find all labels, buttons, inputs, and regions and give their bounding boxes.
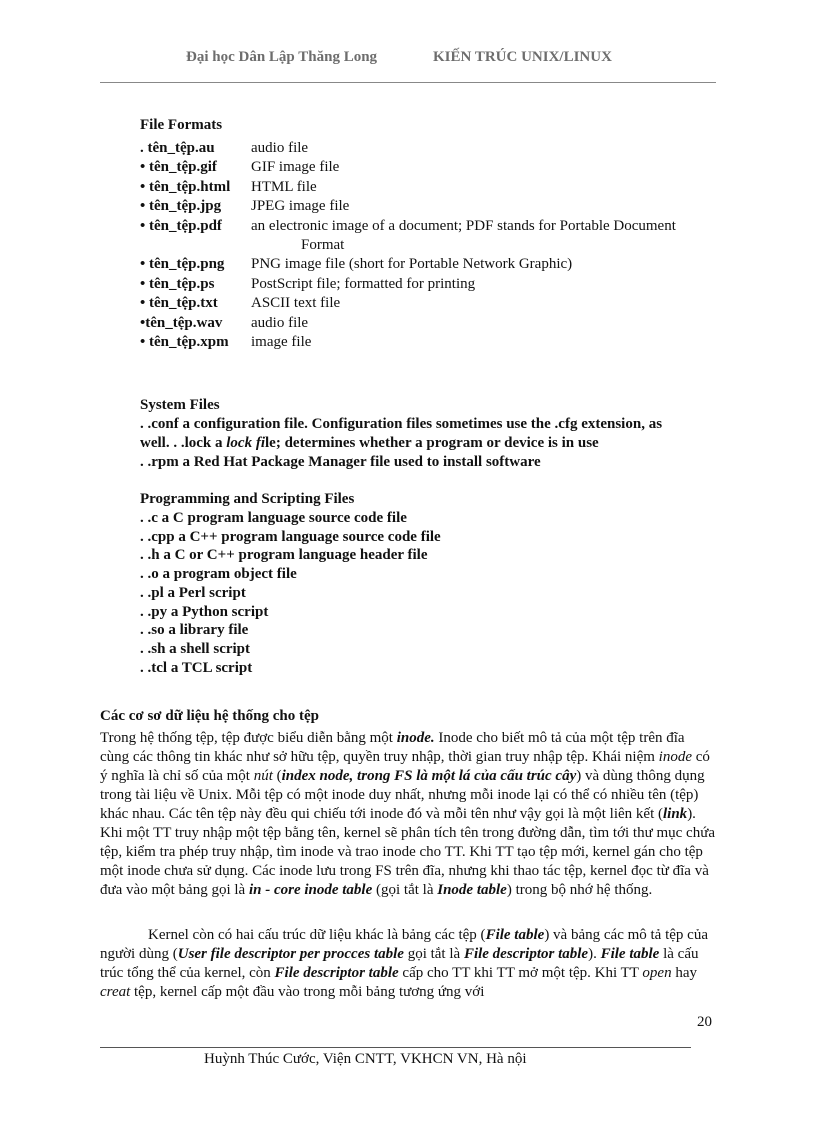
file-ext: •tên_tệp.wav xyxy=(140,314,223,331)
system-files-section xyxy=(140,396,662,472)
file-ext: • tên_tệp.xpm xyxy=(140,333,229,350)
file-ext: • tên_tệp.pdf xyxy=(140,217,222,234)
emphasis: in - core inode table xyxy=(248,882,373,898)
file-desc: audio file xyxy=(251,314,309,331)
list-item: . .so a library file xyxy=(140,622,249,639)
emphasis: File table xyxy=(600,946,660,962)
programming-files-section xyxy=(140,490,441,677)
file-desc: PNG image file (short for Portable Network Graphic) xyxy=(251,256,573,273)
file-ext: • tên_tệp.ps xyxy=(140,275,215,292)
file-formats-title: File Formats xyxy=(140,117,223,133)
list-item: . .pl a Perl script xyxy=(140,584,246,601)
file-desc: image file xyxy=(251,333,312,350)
emphasis: nút xyxy=(253,768,273,784)
emphasis: File table xyxy=(485,927,545,943)
programming-files-title: Programming and Scripting Files xyxy=(140,491,355,507)
file-ext: • tên_tệp.html xyxy=(140,178,231,195)
list-item xyxy=(140,333,312,352)
section-heading: Các cơ sơ dữ liệu hệ thống cho tệp xyxy=(100,708,319,724)
file-desc: HTML file xyxy=(251,178,317,195)
list-item: well. . .lock a lock file; determines whether a program or device is in use xyxy=(140,435,599,451)
list-item: . .sh a shell script xyxy=(140,640,251,657)
list-item xyxy=(140,217,676,256)
emphasis: File descriptor table xyxy=(463,946,589,962)
emphasis: link xyxy=(663,806,688,822)
list-item xyxy=(140,197,350,216)
header-rule xyxy=(100,82,716,83)
header-left: Đại học Dân Lập Thăng Long xyxy=(186,49,378,65)
page-footer: Huỳnh Thúc Cước, Viện CNTT, VKHCN VN, Hà nội xyxy=(204,1051,527,1067)
list-item: . .h a C or C++ program language header file xyxy=(140,547,428,564)
list-item: . .c a C program language source code file xyxy=(140,510,407,526)
file-ext: • tên_tệp.txt xyxy=(140,295,218,312)
list-item xyxy=(140,314,309,333)
list-item xyxy=(140,275,476,294)
file-ext: • tên_tệp.png xyxy=(140,256,225,273)
file-desc: ASCII text file xyxy=(251,295,341,312)
file-desc: JPEG image file xyxy=(251,198,350,215)
list-item: . .py a Python script xyxy=(140,603,269,620)
list-item: . .conf a configuration file. Configuration files sometimes use the .cfg extension, as xyxy=(140,416,663,432)
file-desc-continuation: Format xyxy=(301,236,345,253)
file-desc: an electronic image of a document; PDF stands for Portable Document xyxy=(251,217,676,234)
file-ext: • tên_tệp.jpg xyxy=(140,198,222,215)
emphasis: inode. xyxy=(396,730,435,746)
file-desc: PostScript file; formatted for printing xyxy=(251,275,476,292)
footer-rule xyxy=(100,1047,691,1048)
italic-text: lock fi xyxy=(226,435,265,451)
list-item: . .rpm a Red Hat Package Manager file used to install software xyxy=(140,454,541,470)
file-desc: GIF image file xyxy=(251,159,340,176)
emphasis: User file descriptor per procces table xyxy=(177,946,404,962)
list-item xyxy=(140,139,309,158)
header-right: KIẾN TRÚC UNIX/LINUX xyxy=(433,49,612,65)
emphasis: Inode table xyxy=(437,882,507,898)
emphasis: open xyxy=(642,965,672,981)
emphasis: inode xyxy=(658,749,692,765)
emphasis: index node, trong FS là một lá của cấu trúc cây xyxy=(281,768,577,784)
list-item xyxy=(140,255,573,274)
file-desc: audio file xyxy=(251,140,309,156)
list-item xyxy=(140,178,317,197)
list-item: . .cpp a C++ program language source code file xyxy=(140,528,441,545)
emphasis: File descriptor table xyxy=(274,965,399,981)
emphasis: creat xyxy=(100,984,131,1000)
system-files-title: System Files xyxy=(140,397,220,413)
list-item xyxy=(140,294,341,313)
list-item: . .o a program object file xyxy=(140,566,297,583)
file-ext: • tên_tệp.gif xyxy=(140,159,217,176)
file-ext: . tên_tệp.au xyxy=(140,140,215,156)
paragraph-inode: Trong hệ thống tệp, tệp được biểu diễn bằng một inode. Inode cho biết mô tả của một tệp trên đĩa cùng các thông tin khác như sở hữu tệp, quyền truy nhập, thời gian truy nhập tệp. Khái niệm inode có ý nghĩa là chỉ số của một nút (index node, trong FS là một lá của cấu trúc cây) và dùng thông dụng trong tài liệu về Unix. Mỗi tệp có một inode duy nhất, nhưng mỗi inode lại có thể có nhiều tên (tệp) khác nhau. Các tên tệp này đều qui chiếu tới inode đó và mỗi tên như vậy gọi là một liên kết (link). Khi một TT truy nhập một tệp bằng tên, kernel sẽ phân tích tên trong đường dẫn, tìm tới thư mục chứa tệp, kiểm tra phép truy nhập, tìm inode và trao inode cho TT. Khi TT tạo tệp mới, kernel gán cho tệp một inode chưa sử dụng. Các inode lưu trong FS trên đĩa, nhưng khi thao tác tệp, kernel đọc từ đĩa và đưa vào một bảng gọi là in - core inode table (gọi tắt là Inode table) trong bộ nhớ hệ thống. xyxy=(100,730,715,898)
list-item xyxy=(140,158,340,177)
file-formats-section xyxy=(140,116,676,352)
list-item: . .tcl a TCL script xyxy=(140,659,253,676)
page-number: 20 xyxy=(697,1014,712,1030)
paragraph-file-table: Kernel còn có hai cấu trúc dữ liệu khác là bảng các tệp (File table) và bảng các mô tả tệp của người dùng (User file descriptor per procces table gọi tắt là File descriptor table). File table là cấu trúc tổng thể của kernel, còn File descriptor table cấp cho TT khi TT mở một tệp. Khi TT open hay creat tệp, kernel cấp một đầu vào trong mỗi bảng tương ứng với xyxy=(100,927,708,1000)
